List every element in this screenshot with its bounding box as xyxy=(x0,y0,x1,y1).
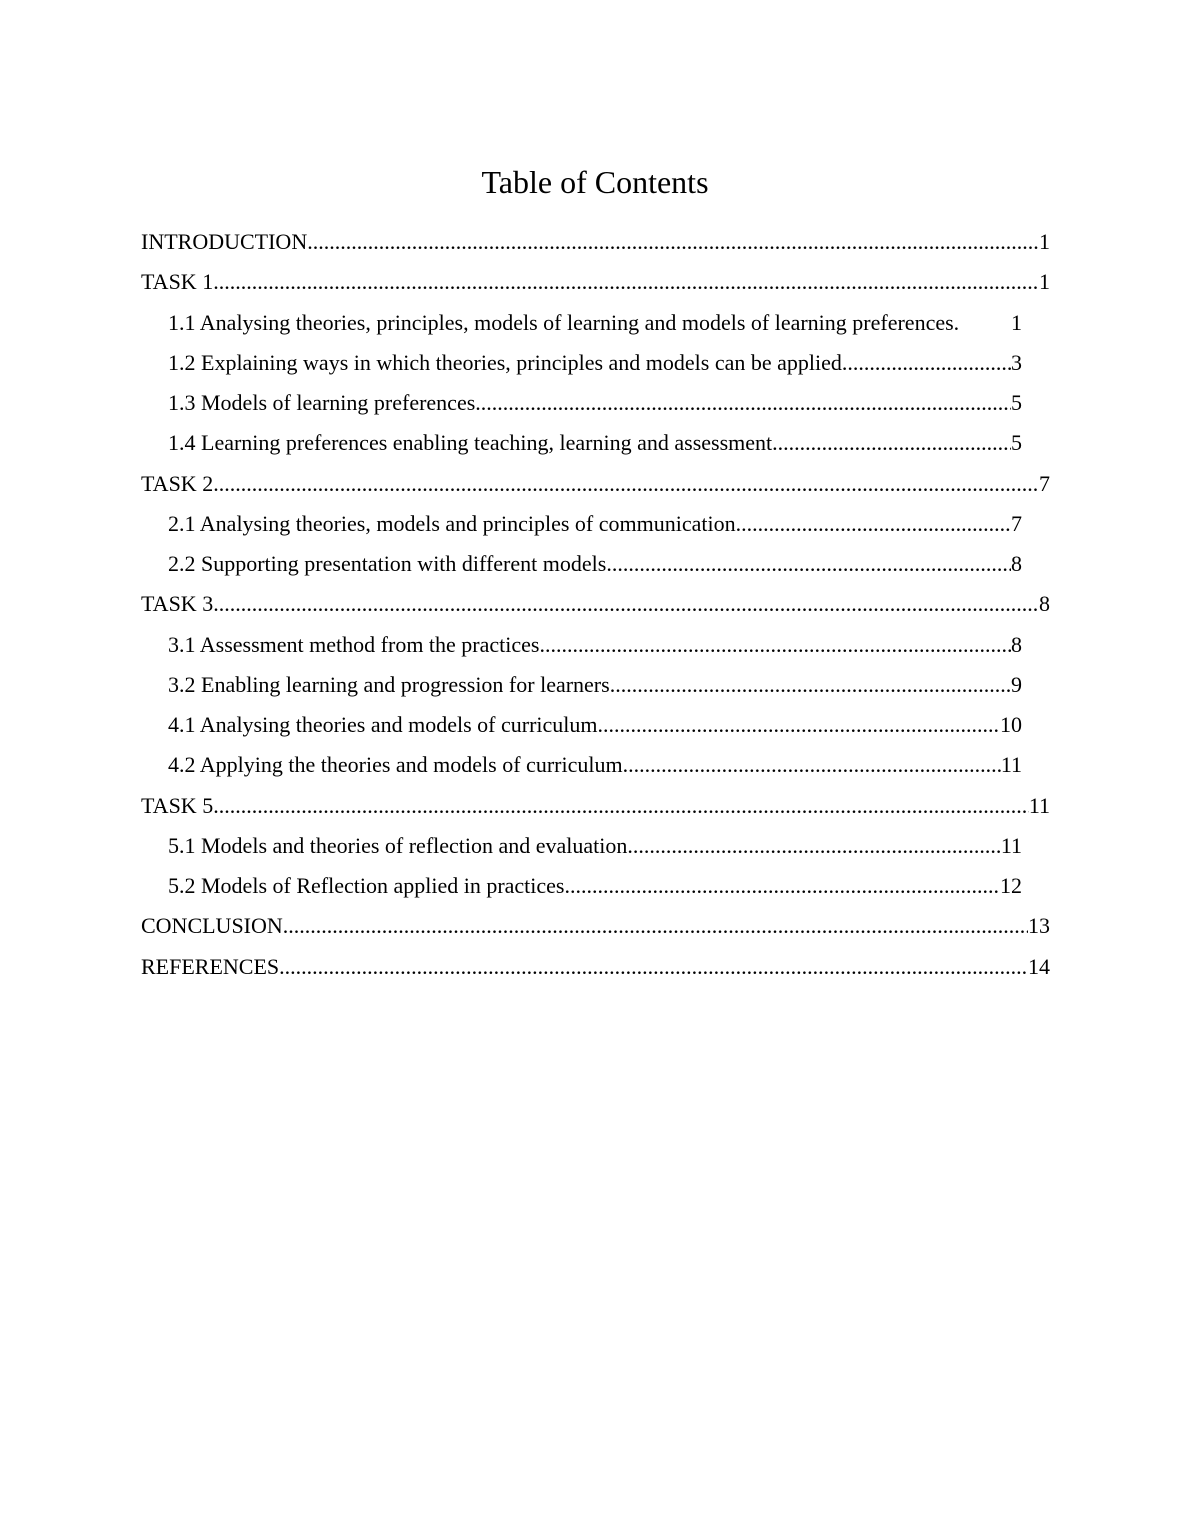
toc-entry-title[interactable]: TASK 3 xyxy=(141,591,214,617)
page-title: Table of Contents xyxy=(481,164,709,200)
toc-page-number: 3 xyxy=(1011,349,1022,375)
toc-page-number: 1 xyxy=(1039,229,1050,254)
toc-entry-title[interactable]: 4.1 Analysing theories and models of curriculum xyxy=(168,712,598,737)
toc-entry-title[interactable]: 2.1 Analysing theories, models and principles of communication xyxy=(168,510,736,536)
toc-page-number: 5 xyxy=(1011,390,1022,415)
toc-page-number: 1 xyxy=(1039,269,1050,295)
toc-page-number: 14 xyxy=(1028,953,1050,979)
toc-entry-title[interactable]: CONCLUSION xyxy=(141,913,283,939)
toc-page-number: 13 xyxy=(1028,913,1050,939)
toc-entry[interactable] xyxy=(168,383,1022,423)
toc-entry-title[interactable]: 2.2 Supporting presentation with different models xyxy=(168,551,607,576)
toc-page-number: 10 xyxy=(1000,712,1022,737)
toc-page-number: 5 xyxy=(1011,430,1022,456)
toc-entry-title[interactable]: 3.2 Enabling learning and progression for learners xyxy=(168,671,610,697)
toc-leader-dots xyxy=(307,222,1039,262)
toc-entry[interactable] xyxy=(168,343,1022,383)
toc-page-number: 8 xyxy=(1039,591,1050,617)
toc-leader-dots xyxy=(623,745,1001,785)
toc-entry-title[interactable]: 3.1 Assessment method from the practices xyxy=(168,631,540,657)
toc-page-number: 11 xyxy=(1000,832,1022,858)
toc-leader-dots xyxy=(213,584,1039,624)
toc-entry[interactable] xyxy=(141,906,1050,946)
toc-leader-dots xyxy=(283,906,1028,946)
toc-leader-dots xyxy=(736,504,1011,544)
toc-leader-dots xyxy=(279,947,1028,987)
toc-page-number: 11 xyxy=(1028,792,1050,818)
toc-entry[interactable] xyxy=(141,262,1050,302)
toc-entry-title[interactable]: 1.4 Learning preferences enabling teaching, learning and assessment xyxy=(168,430,773,456)
toc-entry-title[interactable]: 1.1 Analysing theories, principles, models of learning and models of learning preferences. xyxy=(168,309,960,335)
toc-entry[interactable] xyxy=(168,625,1022,665)
toc-entry[interactable] xyxy=(168,826,1022,866)
toc-leader-dots xyxy=(842,343,1011,383)
toc-page-number: 8 xyxy=(1011,631,1022,657)
toc-entry[interactable] xyxy=(168,665,1022,705)
toc-entry[interactable] xyxy=(168,745,1022,785)
toc-page-number: 1 xyxy=(1011,309,1022,335)
toc-page-number: 7 xyxy=(1011,510,1022,536)
toc-entry[interactable] xyxy=(141,786,1050,826)
toc-page-number: 7 xyxy=(1039,470,1050,496)
toc-entry[interactable] xyxy=(168,504,1022,544)
toc-page-number: 11 xyxy=(1000,752,1022,778)
toc-entry[interactable] xyxy=(168,423,1022,463)
toc-leader-dots xyxy=(598,705,1000,745)
toc-entry[interactable] xyxy=(141,222,1050,262)
toc-page-number: 8 xyxy=(1011,551,1022,576)
toc-entry[interactable] xyxy=(168,303,1022,343)
toc-leader-dots xyxy=(539,625,1011,665)
toc-entry-title[interactable]: INTRODUCTION xyxy=(141,229,308,254)
toc-entry-title[interactable]: TASK 2 xyxy=(141,470,214,496)
toc-leader-dots xyxy=(213,786,1029,826)
toc-leader-dots xyxy=(213,262,1039,302)
table-of-contents xyxy=(0,222,1190,987)
toc-entry-title[interactable]: REFERENCES xyxy=(141,953,280,979)
toc-page-number: 12 xyxy=(1000,873,1022,898)
toc-leader-dots xyxy=(610,665,1011,705)
toc-leader-dots xyxy=(565,866,1001,906)
toc-entry-title[interactable]: 4.2 Applying the theories and models of curriculum xyxy=(168,752,623,778)
toc-entry-title[interactable]: TASK 5 xyxy=(141,792,214,818)
toc-entry-title[interactable]: 1.2 Explaining ways in which theories, principles and models can be applied xyxy=(168,349,842,375)
toc-entry-title[interactable]: 1.3 Models of learning preferences xyxy=(168,390,476,415)
toc-entry-title[interactable]: 5.2 Models of Reflection applied in practices xyxy=(168,873,565,898)
toc-entry[interactable] xyxy=(168,705,1022,745)
toc-entry[interactable] xyxy=(168,544,1022,584)
toc-leader-dots xyxy=(627,826,1000,866)
toc-entry[interactable] xyxy=(141,947,1050,987)
toc-entry-title[interactable]: 5.1 Models and theories of reflection and evaluation xyxy=(168,832,628,858)
toc-leader-dots xyxy=(606,544,1011,584)
toc-page-number: 9 xyxy=(1011,671,1022,697)
toc-entry[interactable] xyxy=(168,866,1022,906)
toc-entry-title[interactable]: TASK 1 xyxy=(141,269,214,295)
toc-leader-dots xyxy=(475,383,1011,423)
toc-leader-dots xyxy=(772,423,1011,463)
toc-leader-dots xyxy=(213,464,1039,504)
toc-entry[interactable] xyxy=(141,464,1050,504)
toc-entry[interactable] xyxy=(141,584,1050,624)
